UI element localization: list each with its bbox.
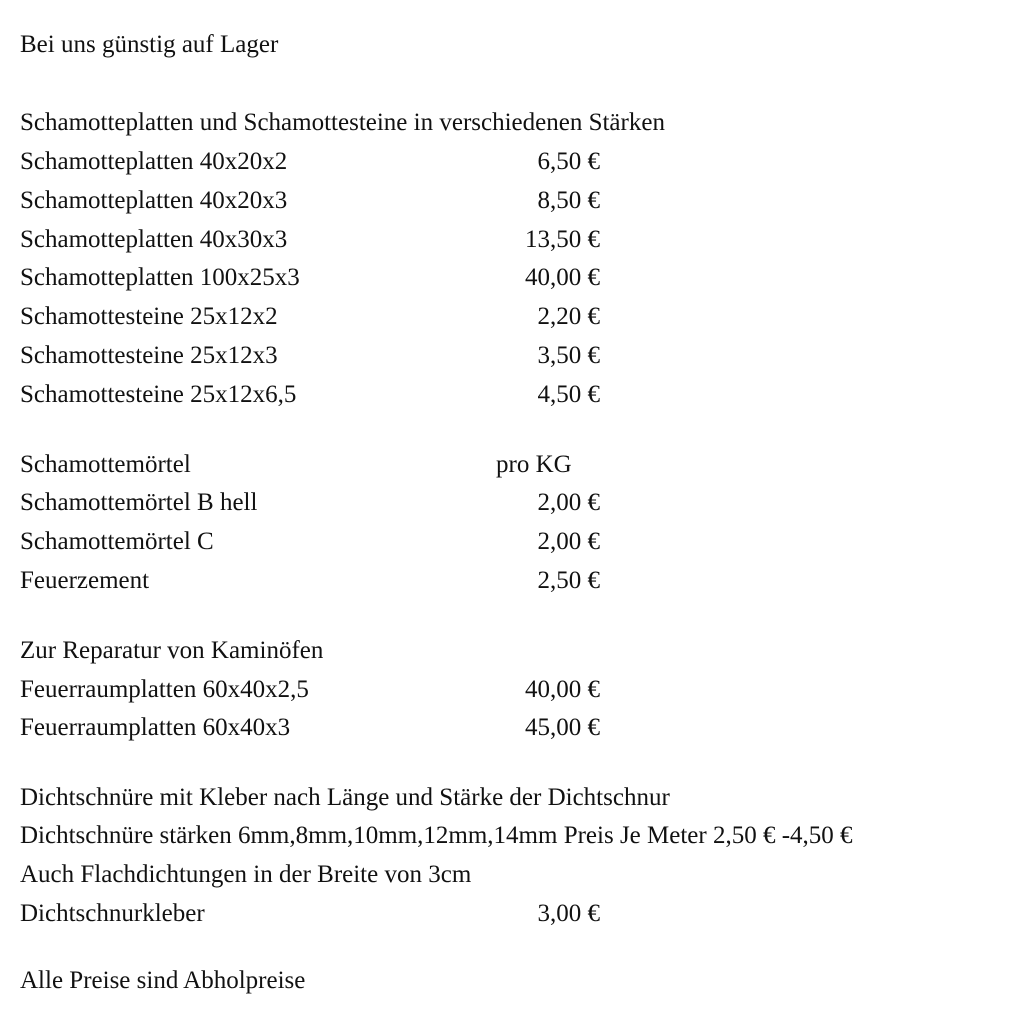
price-row [20,566,600,596]
item-name: Schamotteplatten 40x30x3 [20,226,288,253]
price-row [20,675,600,705]
item-name: Schamotteplatten 40x20x2 [20,148,288,175]
item-price: 2,00 € [537,489,600,516]
item-name: Schamottemörtel B hell [20,489,258,516]
item-price: 3,50 € [537,342,600,369]
item-price: 6,50 € [537,148,600,175]
section-moertel-header-row [20,450,600,480]
section-platten-heading: Schamotteplatten und Schamottesteine in verschiedenen Stärken [20,109,665,136]
price-row [20,380,600,410]
item-price: 40,00 € [525,676,600,703]
unit-label: pro KG [496,451,572,478]
price-row [20,488,600,518]
item-name: Schamottesteine 25x12x2 [20,303,278,330]
price-row [20,713,600,743]
intro-line: Bei uns günstig auf Lager [20,31,279,58]
section-kaminoefen-heading: Zur Reparatur von Kaminöfen [20,637,324,664]
price-row [20,225,600,255]
item-name: Feuerraumplatten 60x40x2,5 [20,676,309,703]
price-row [20,263,600,293]
price-row [20,147,600,177]
item-name: Schamotteplatten 40x20x3 [20,187,288,214]
flachdichtungen-line: Auch Flachdichtungen in der Breite von 3cm [20,861,472,888]
item-name: Schamottesteine 25x12x3 [20,342,278,369]
price-row [20,899,600,929]
item-name: Schamottesteine 25x12x6,5 [20,381,297,408]
price-row [20,341,600,371]
item-price: 45,00 € [525,714,600,741]
item-price: 8,50 € [537,187,600,214]
price-row [20,527,600,557]
dichtschnuere-staerken-line: Dichtschnüre stärken 6mm,8mm,10mm,12mm,14mm Preis Je Meter 2,50 € -4,50 € [20,822,853,849]
section-dichtschnuere-heading: Dichtschnüre mit Kleber nach Länge und Stärke der Dichtschnur [20,784,670,811]
item-price: 13,50 € [525,226,600,253]
item-name: Feuerraumplatten 60x40x3 [20,714,291,741]
item-price: 2,50 € [537,567,600,594]
item-name: Schamotteplatten 100x25x3 [20,264,300,291]
item-name: Feuerzement [20,567,150,594]
item-price: 3,00 € [537,900,600,927]
item-price: 2,00 € [537,528,600,555]
item-name: Schamottemörtel C [20,528,214,555]
footer-note: Alle Preise sind Abholpreise [20,967,306,994]
item-name: Dichtschnurkleber [20,900,205,927]
price-row [20,302,600,332]
item-price: 4,50 € [537,381,600,408]
item-price: 2,20 € [537,303,600,330]
price-row [20,186,600,216]
item-price: 40,00 € [525,264,600,291]
section-moertel-heading: Schamottemörtel [20,451,191,478]
